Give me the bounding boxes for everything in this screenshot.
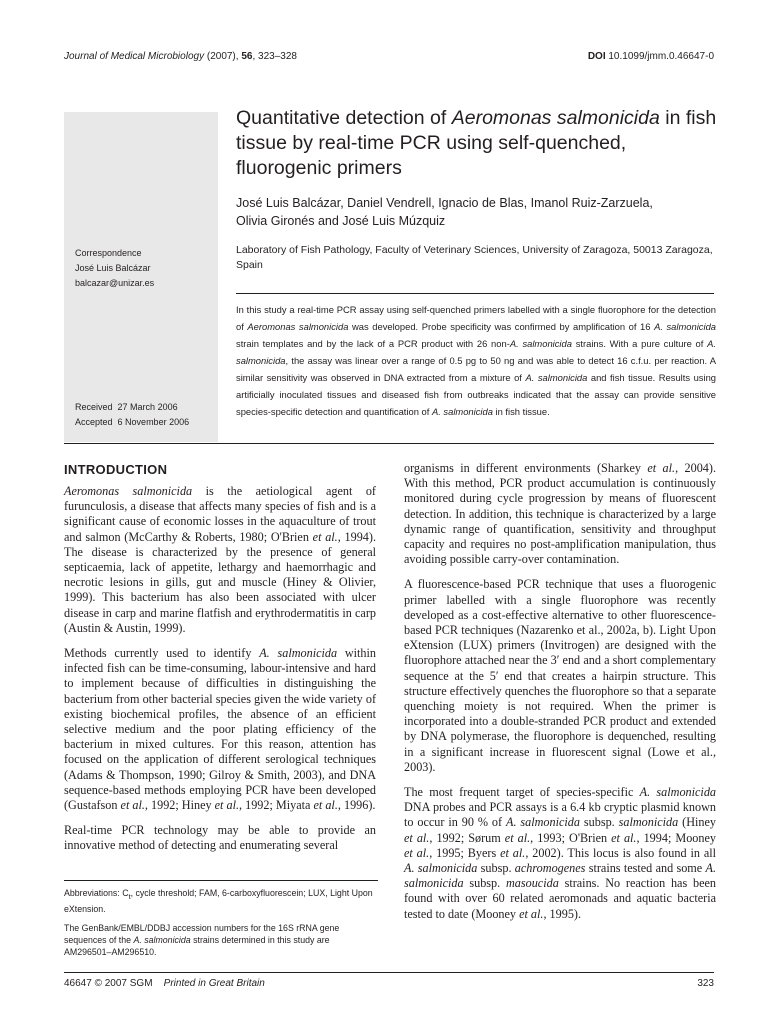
paragraph-text: , 1994; Mooney (636, 830, 716, 845)
genbank-footnote (64, 922, 378, 959)
organism-name: A. salmonicida (404, 861, 716, 891)
organism-name: achromogenes (514, 861, 586, 876)
correspondence-name: José Luis Balcázar (75, 263, 151, 273)
paragraph-text: organisms in different environments (Sharkey (404, 461, 648, 475)
organism-name: masoucida (505, 876, 559, 891)
organism-name: A. salmonicida (259, 646, 338, 661)
abstract-text: was developed. Probe specificity was confirmed by amplification of 16 (348, 321, 655, 332)
correspondence-email[interactable]: balcazar@unizar.es (75, 278, 155, 288)
paragraph-text: within infected fish can be time-consuming, labour-intensive and hard to implement because of difficulties in distinguishing the bacterium from other bacterial species given the wide variety of existing biochemical profiles, the absence of an efficient selective medium and the poor plating efficiency of the bacterium in mixed cultures. For this reason, attention has focused on the application of different serological techniques (Adams & Thompson, 1990; Gilroy & Smith, 2003), and DNA sequence-based methods employing PCR have been developed (Gustafson (64, 646, 376, 813)
paragraph-text: , 1994). The disease is characterized by the presence of general septicaemia, lack of appetite, lethargy and haemorrhagic and necrotic lesions in gills, gut and muscle (Hiney & Olivier, 1999). This bacterium has also been associated with ulcer disease in carp and marine flatfish and erythrodermatitis in carp (Austin & Austin, 1999). (64, 529, 376, 635)
et-al: et al. (647, 461, 676, 475)
footnotes (64, 887, 378, 965)
abstract-organism: Aeromonas salmonicida (247, 321, 349, 332)
abstract-text: strains. With a pure culture of (571, 338, 708, 349)
doi-label: DOI (587, 51, 606, 62)
paragraph-text: The most frequent target of species-specific (404, 785, 640, 800)
title-part1: Quantitative detection of (236, 107, 452, 129)
paragraph-text: , 1996). (337, 798, 376, 813)
journal-name: Journal of Medical Microbiology (64, 51, 205, 62)
footnote-text: C (119, 888, 129, 898)
body-column-left (64, 484, 376, 864)
paragraph-text: , 1992; Miyata (239, 798, 314, 813)
paragraph-text: (Hiney (678, 815, 716, 830)
abstract-text: , the assay was linear over a range of 0.5 pg to 50 ng and was able to detect 16 c.f.u. per reaction. A similar sensitivity was observed in DNA extracted from a mixture of (236, 355, 716, 383)
et-al: et al. (404, 830, 430, 845)
et-al: et al. (120, 798, 145, 813)
abstract-text: and fish tissue. Results using artificially inoculated tissues and diseased fish from outbreaks indicated that the assay can provide sensitive species-specific detection and quantification of (236, 372, 716, 417)
organism-name: salmonicida (618, 815, 679, 830)
correspondence (75, 246, 215, 291)
running-head (64, 51, 714, 62)
section-heading-introduction: INTRODUCTION (64, 462, 168, 477)
et-al: et al. (404, 845, 430, 860)
footnote-text: , cycle threshold; FAM, 6-carboxyfluorescein; LUX, Light Upon eXtension. (64, 888, 373, 915)
et-al: et al. (312, 529, 338, 544)
et-al: et al. (504, 830, 531, 845)
footnote-label: Abbreviations: (64, 888, 120, 898)
abstract (236, 301, 716, 420)
paragraph-text: Methods currently used to identify (64, 646, 260, 661)
paragraph: A fluorescence-based PCR technique that uses a fluorogenic primer labelled with a single fluorophore was recently developed as a cost-effective alternative to other fluorescence-based PCR techniques (Nazarenko et al., 2002a, b). Light Upon eXtension (LUX) primers (Invitrogen) are designed with the fluorophore attached near the 3′ end and a short complementary sequence at the 5′ end that creates a hairpin structure. This structure effectively quenches the fluorophore so that a separate quenching moiety is not required. When the primer is incorporated into a double-stranded PCR product and extended by DNA polymerase, the fluorophore is dequenched, resulting in a significant increase in fluorescent signal (Lowe et al., 2003). (404, 577, 716, 774)
abstract-bottom-rule (64, 443, 714, 444)
paragraph (64, 484, 376, 636)
organism-name: A. salmonicida (404, 861, 478, 876)
organism-name: A. salmonicida (133, 934, 191, 945)
paragraph (404, 461, 716, 567)
organism-name: A. salmonicida (639, 785, 717, 800)
et-al: et al. (611, 830, 637, 845)
body-column-right (404, 461, 716, 932)
abstract-organism: A. salmonicida (509, 338, 572, 349)
footer-rule (64, 972, 714, 973)
footer-printed: Printed in Great Britain (163, 978, 265, 989)
doi (588, 51, 714, 62)
journal-volume: 56 (241, 51, 253, 62)
accepted-date: 6 November 2006 (117, 417, 190, 427)
paragraph-text: subsp. (463, 876, 506, 891)
paragraph-text: is the aetiological agent of furunculosis, a disease that affects many species of fish and is a significant cause of economic losses in the aquaculture of trout and salmon (McCarthy & Roberts, 1980; O'Brien (64, 484, 376, 544)
correspondence-label: Correspondence (75, 248, 142, 258)
accepted-label: Accepted (75, 417, 113, 427)
authors-line1: José Luis Balcázar, Daniel Vendrell, Ignacio de Blas, Imanol Ruiz-Zarzuela, (236, 196, 653, 210)
paragraph-text: strains tested and some (585, 861, 706, 876)
footnote-text: The GenBank/EMBL/DDBJ accession numbers for the 16S rRNA gene sequences of the (64, 922, 340, 945)
paragraph-text: strains. No reaction has been found with over 60 related aeromonads and aquatic bacteria tested to date (Mooney (404, 876, 716, 921)
paragraph-text: , 1993; O'Brien (530, 830, 612, 845)
page-number: 323 (697, 978, 714, 989)
abstract-top-rule (236, 293, 714, 294)
paragraph-text: , 1992; Sørum (429, 830, 505, 845)
article-dates (75, 400, 217, 430)
abstract-text: In this study a real-time PCR assay using self-quenched primers labelled with a single fluorophore for the detection of (236, 304, 716, 332)
footnote-subscript: t (128, 891, 131, 901)
footnote-rule (64, 880, 378, 881)
authors-line2: Olivia Gironés and José Luis Múzquiz (236, 214, 446, 228)
paragraph-text: , 1992; Hiney (144, 798, 215, 813)
paragraph-text: subsp. (477, 861, 515, 876)
journal-pages: , 323–328 (252, 51, 297, 62)
abstract-organism: A. salmonicida (431, 406, 493, 417)
et-al: et al. (500, 845, 526, 860)
paragraph-text: , 2004). With this method, PCR product accumulation is continuously monitored during cycle progression by means of fluorescent detection. In addition, this technique is characterized by a large dynamic range of quantification, sensitivity and throughput capacity and requires no post-amplification manipulation, thus avoiding possible carry-over contamination. (404, 461, 717, 567)
page-footer (64, 978, 714, 989)
received-label: Received (75, 402, 113, 412)
abstract-organism: A. salmonicida (525, 372, 588, 383)
journal-year: (2007), (206, 51, 239, 62)
abstract-text: in fish tissue. (492, 406, 550, 417)
abstract-organism: A. salmonicida (236, 338, 716, 366)
organism-name: A. salmonicida (506, 815, 580, 830)
et-al: et al. (214, 798, 240, 813)
paragraph-text: , 2002). This locus is also found in all (525, 845, 716, 860)
paragraph-text: , 1995). (543, 906, 582, 921)
received-date: 27 March 2006 (117, 402, 178, 412)
title-organism: Aeromonas salmonicida (451, 107, 660, 129)
affiliation: Laboratory of Fish Pathology, Faculty of Veterinary Sciences, University of Zaragoza, 50013 Zaragoza, Spain (236, 244, 713, 271)
page-title (236, 106, 726, 181)
abstract-text: strain templates and by the lack of a PCR product with 26 non- (236, 338, 510, 349)
et-al: et al. (313, 798, 338, 813)
abstract-organism: A. salmonicida (654, 321, 716, 332)
paragraph (404, 785, 716, 922)
author-list (236, 194, 726, 230)
doi-value: 10.1099/jmm.0.46647-0 (608, 51, 714, 62)
paragraph-text: subsp. (580, 815, 619, 830)
et-al: et al. (519, 906, 544, 921)
paragraph: Real-time PCR technology may be able to provide an innovative method of detecting and enumerating several (64, 823, 376, 853)
abbreviations-footnote (64, 887, 378, 916)
paragraph (64, 646, 376, 813)
footnote-text: strains determined in this study are AM296501–AM296510. (64, 934, 330, 958)
paragraph-text: DNA probes and PCR assays is a 6.4 kb cryptic plasmid known to occur in 90 % of (404, 800, 716, 830)
organism-name: Aeromonas salmonicida (64, 484, 193, 498)
title-part2: in fish tissue by real-time PCR using self-quenched, fluorogenic primers (236, 107, 717, 179)
footer-code: 46647 © 2007 SGM (64, 978, 153, 989)
paragraph-text: , 1995; Byers (429, 845, 501, 860)
